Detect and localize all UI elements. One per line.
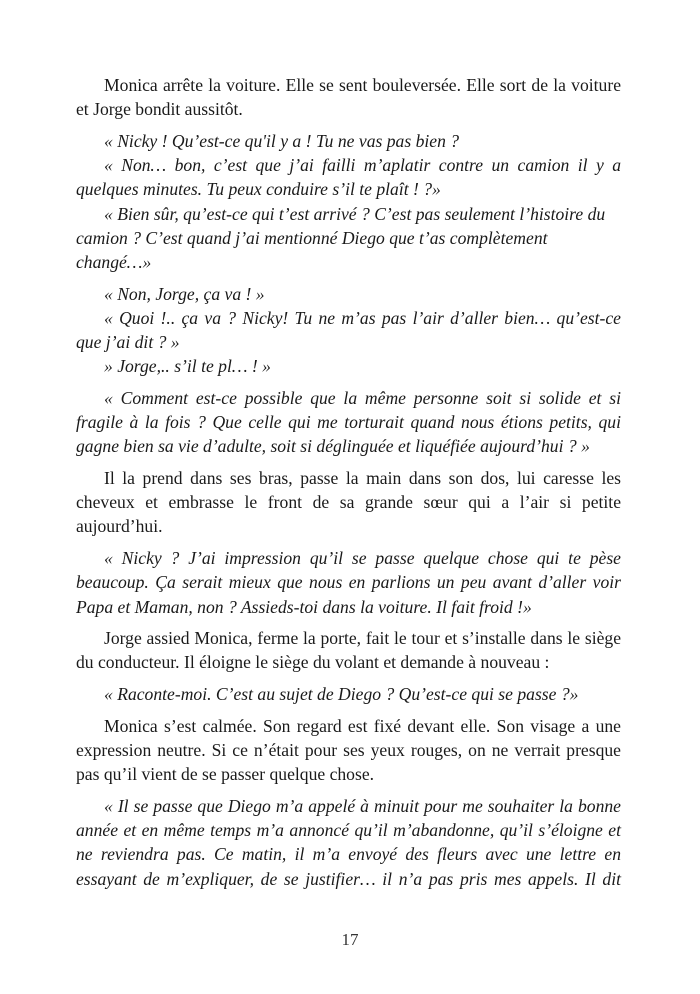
dialogue-line: « Nicky ! Qu’est-ce qu'il y a ! Tu ne vas pas bien ?	[104, 130, 460, 151]
dialogue-block-1	[76, 129, 621, 274]
paragraph-dialogue-raconte: « Raconte-moi. C’est au sujet de Diego ? Qu’est-ce qui se passe ?»	[104, 684, 579, 705]
paragraph-narration-2: Il la prend dans ses bras, passe la main dans son dos, lui caresse les cheveux et embrasse le front de sa grande sœur qui a l’air si petite aujourd’hui.	[76, 468, 621, 537]
dialogue-block-2	[76, 282, 621, 379]
paragraph-dialogue-nicky: « Nicky ? J’ai impression qu’il se passe quelque chose qui te pèse beaucoup. Ça serait mieux que nous en parlions un peu avant d’aller voir Papa et Maman, non ? Assieds-toi dans la voiture. Il fait froid !»	[76, 548, 621, 617]
page-body	[76, 73, 621, 898]
dialogue-line: « Bien sûr, qu’est-ce qui t’est arrivé ? C’est pas seulement l’histoire du camion ? C’est quand j’ai mentionné Diego que t’as complètement changé…»	[76, 203, 606, 272]
paragraph-narration-4: Monica s’est calmée. Son regard est fixé devant elle. Son visage a une expression neutre. Si ce n’était pour ses yeux rouges, on ne verrait presque pas qu’il vient de se passer quelque chose.	[76, 715, 621, 785]
dialogue-line: « Quoi !.. ça va ? Nicky! Tu ne m’as pas l’air d’aller bien… qu’est-ce que j’ai dit ? »	[76, 307, 621, 353]
dialogue-line: « Non, Jorge, ça va ! »	[104, 283, 265, 304]
dialogue-line: « Non… bon, c’est que j’ai failli m’aplatir contre un camion il y a quelques minutes. Tu peux conduire s’il te plaît ! ?»	[76, 155, 621, 200]
page-number: 17	[341, 930, 359, 949]
dialogue-line: » Jorge,.. s’il te pl… ! »	[104, 356, 271, 377]
paragraph-narration-1: Monica arrête la voiture. Elle se sent bouleversée. Elle sort de la voiture et Jorge bondit aussitôt.	[76, 75, 621, 120]
paragraph-dialogue-monica: « Il se passe que Diego m’a appelé à minuit pour me souhaiter la bonne année et en même temps m’a annoncé qu’il m’abandonne, qu’il s’éloigne et ne reviendra pas. Ce matin, il m’a envoyé des fleurs avec une lettre en essayant de m’expliquer, de se justifier… il n’a pas pris mes appels. Il dit	[76, 795, 621, 889]
paragraph-narration-3: Jorge assied Monica, ferme la porte, fait le tour et s’installe dans le siège du conducteur. Il éloigne le siège du volant et demande à nouveau :	[76, 628, 621, 673]
paragraph-thought: « Comment est-ce possible que la même personne soit si solide et si fragile à la fois ? Que celle qui me torturait quand nous étions petits, qui gagne bien sa vie d’adulte, soit si déglinguée et liquéfiée aujourd’hui ? »	[76, 387, 621, 457]
